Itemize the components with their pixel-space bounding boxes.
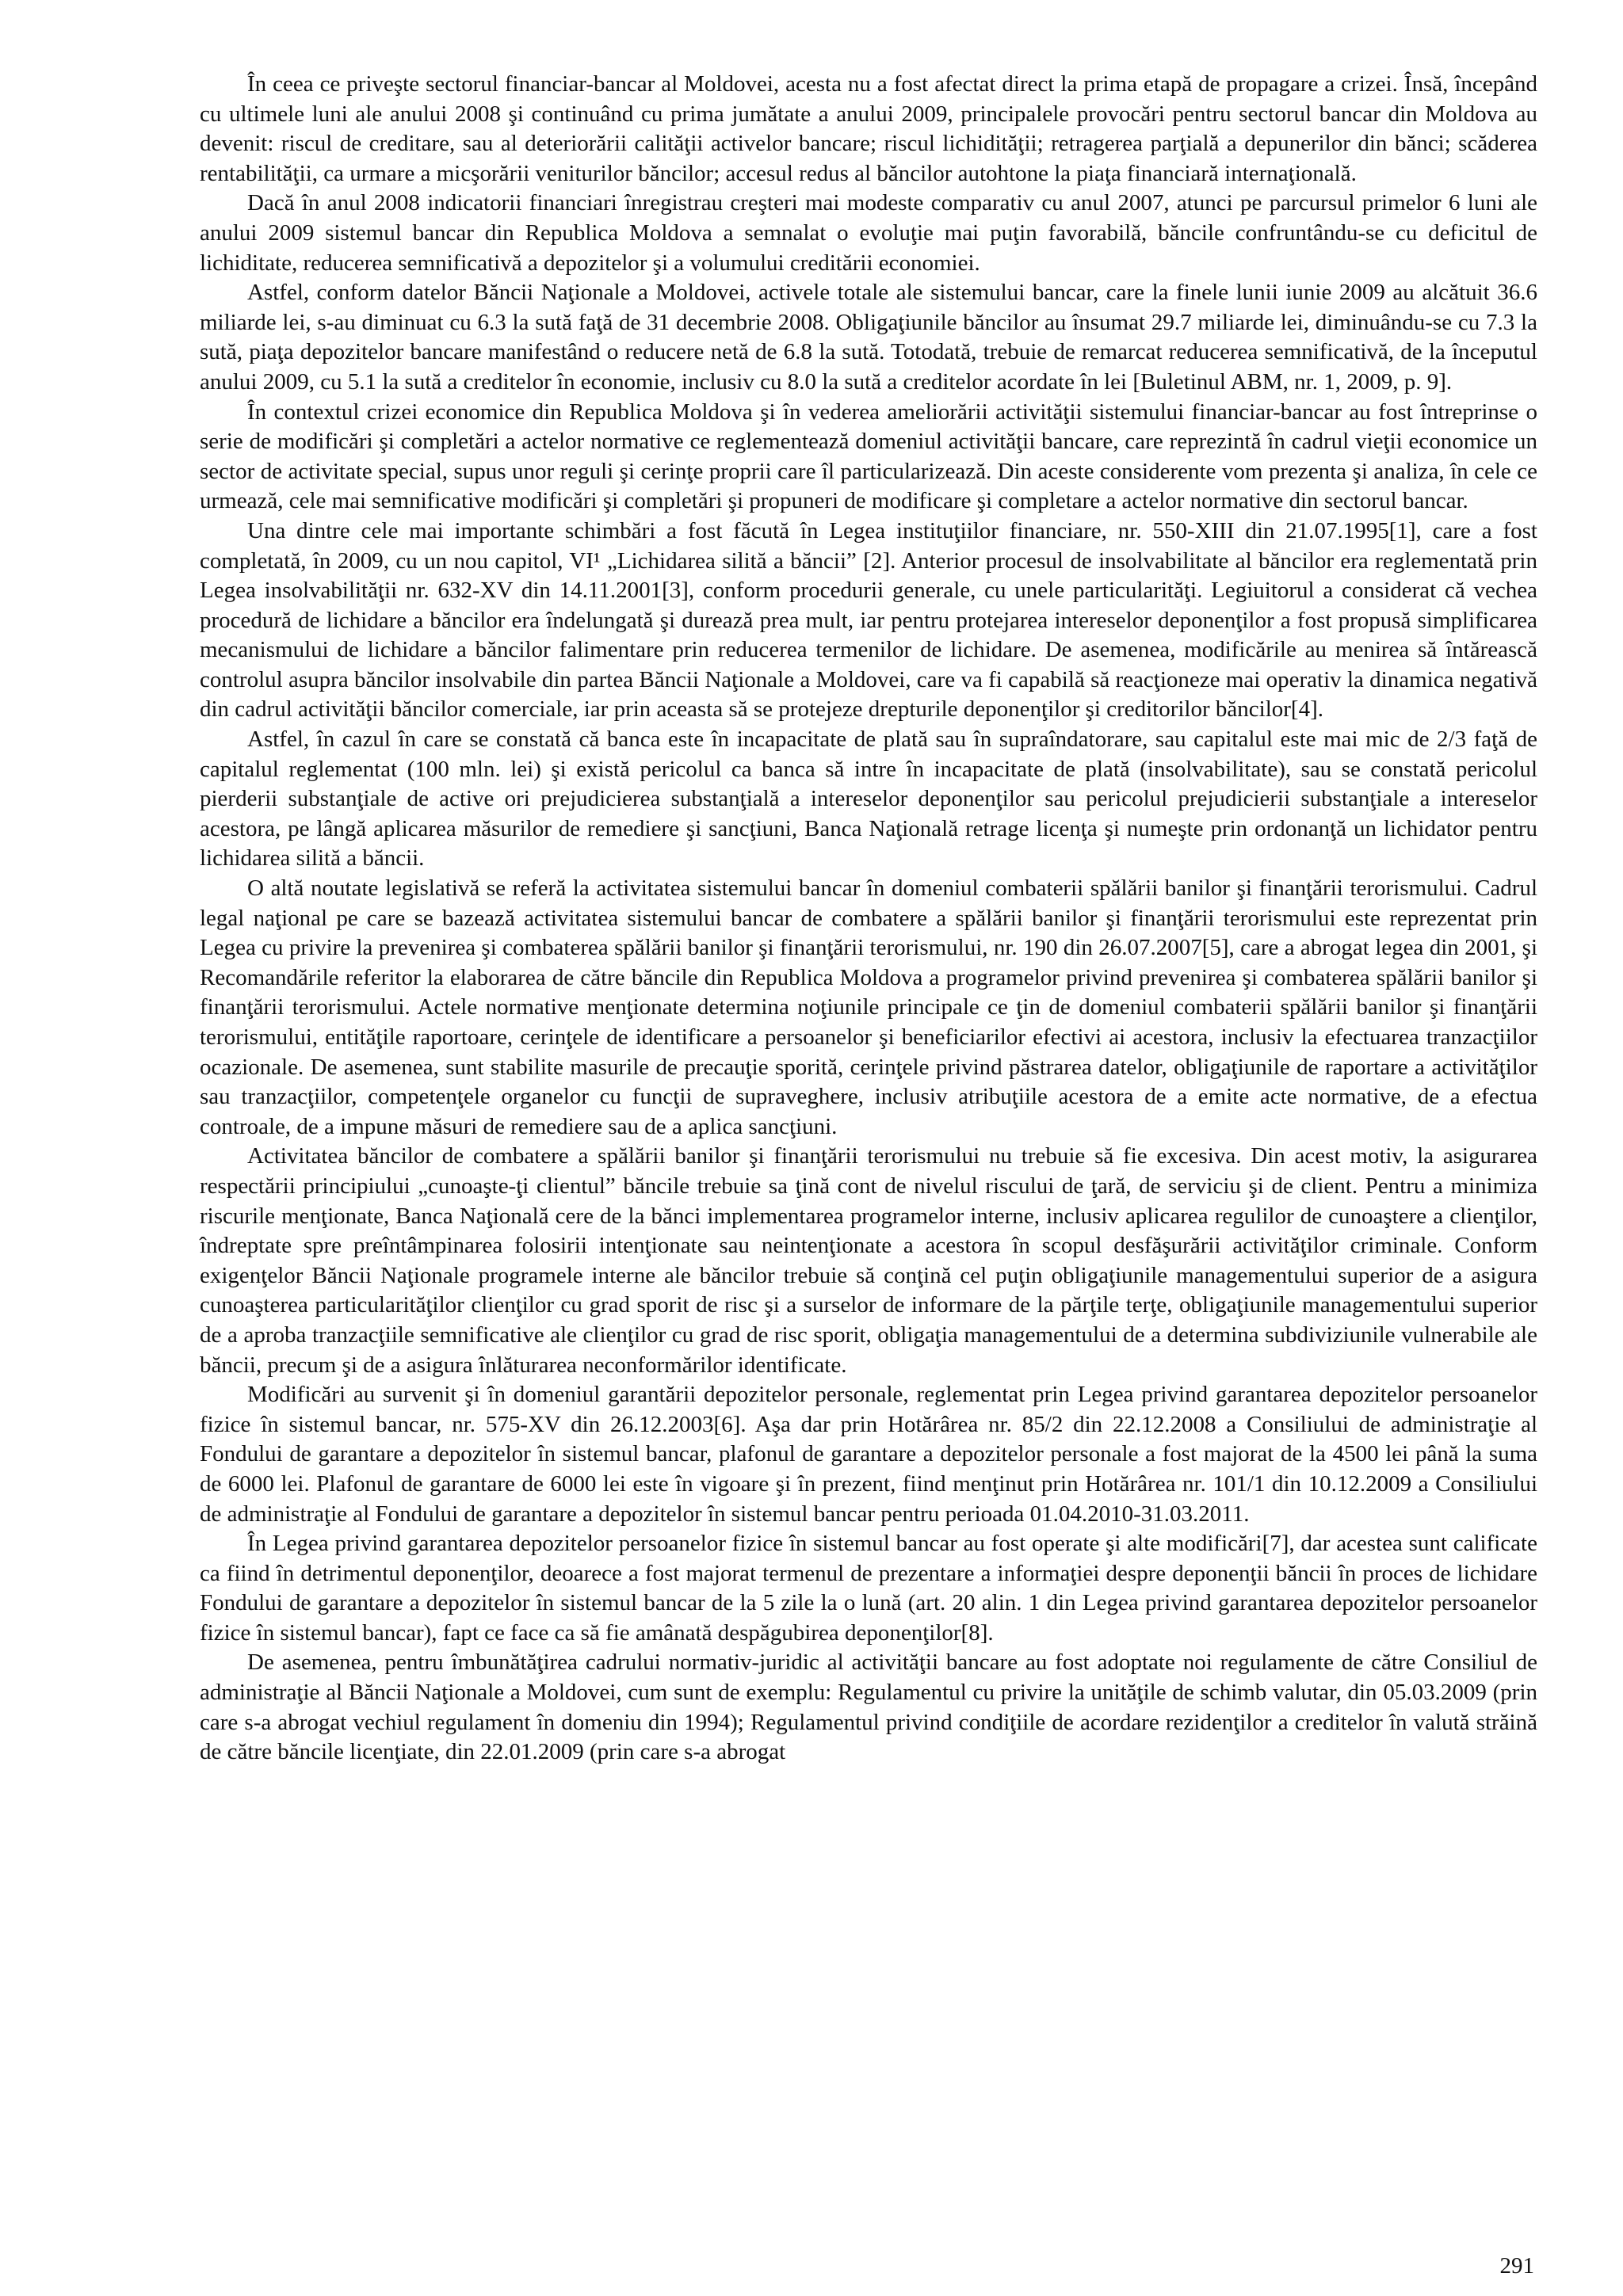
paragraph-3: Astfel, conform datelor Băncii Naţionale a Moldovei, activele totale ale sistemului bancar, care la finele lunii iunie 2009 au alcătuit 36.6 miliarde lei, s-au diminuat cu 6.3 la sută faţă de 31 decembrie 2008. Obligaţiunile băncilor au însumat 29.7 miliarde lei, diminuându-se cu 7.3 la sută, piaţa depozitelor bancare manifestând o reducere netă de 6.8 la sută. Totodată, trebuie de remarcat reducerea semnificativă, de la începutul anului 2009, cu 5.1 la sută a creditelor în economie, inclusiv cu 8.0 la sută a creditelor acordate în lei [Buletinul ABM, nr. 1, 2009, p. 9].: [200, 280, 1537, 395]
paragraph-2: Dacă în anul 2008 indicatorii financiari înregistrau creşteri mai modeste comparativ cu anul 2007, atunci pe parcursul primelor 6 luni ale anului 2009 sistemul bancar din Republica Moldova a semnalat o evoluţie mai puţin favorabilă, băncile confruntându-se cu deficitul de lichiditate, reducerea semnificativă a depozitelor şi a volumului creditării economiei.: [200, 190, 1537, 276]
paragraph-6: Astfel, în cazul în care se constată că banca este în incapacitate de plată sau în supraîndatorare, sau capitalul este mai mic de 2/3 faţă de capitalul reglementat (100 mln. lei) şi există pericolul ca banca să intre în incapacitate de plată (insolvabilitate), sau se constată pericolul pierderii substanţiale de active ori prejudicierea substanţială a intereselor deponenţilor sau pericolul prejudicierii substanţiale a intereselor acestora, pe lângă aplicarea măsurilor de remediere şi sancţiuni, Banca Naţională retrage licenţa şi numeşte prin ordonanţă un lichidator pentru lichidarea silită a băncii.: [200, 727, 1537, 871]
page-number: 291: [1499, 2253, 1534, 2279]
paragraph-5: Una dintre cele mai importante schimbări a fost făcută în Legea instituţiilor financiare, nr. 550-XIII din 21.07.1995[1], care a fost completată, în 2009, cu un nou capitol, VI¹ „Lichidarea silită a băncii” [2]. Anterior procesul de insolvabilitate al băncilor era reglementată prin Legea insolvabilităţii nr. 632-XV din 14.11.2001[3], conform procedurii generale, cu unele particularităţi. Legiuitorul a considerat că vechea procedură de lichidare a băncilor era îndelungată şi durează prea mult, iar pentru protejarea intereselor deponenţilor a fost propusă simplificarea mecanismului de lichidare a băncilor falimentare prin reducerea termenilor de lichidare. De asemenea, modificările au menirea să întărească controlul asupra băncilor insolvabile din partea Băncii Naţionale a Moldovei, care va fi capabilă să reacţioneze mai operativ la dinamica negativă din cadrul activităţii băncilor comerciale, iar prin aceasta să se protejeze drepturile deponenţilor şi creditorilor băncilor[4].: [200, 517, 1537, 723]
paragraph-4: În contextul crizei economice din Republica Moldova şi în vederea ameliorării activităţii sistemului financiar-bancar au fost întreprinse o serie de modificări şi completări a actelor normative ce reglementează domeniul activităţii bancare, care reprezintă în cadrul vieţii economice un sector de activitate special, supus unor reguli şi cerinţe proprii care îl particularizează. Din aceste considerente vom prezenta şi analiza, în cele ce urmează, cele mai semnificative modificări şi completări şi propuneri de modificare şi completare a actelor normative din sectorul bancar.: [200, 399, 1537, 514]
paragraph-1: În ceea ce priveşte sectorul financiar-bancar al Moldovei, acesta nu a fost afectat direct la prima etapă de propagare a crizei. Însă, începând cu ultimele luni ale anului 2008 şi continuând cu prima jumătate a anului 2009, principalele provocări pentru sectorul bancar din Moldova au devenit: riscul de creditare, sau al deteriorării calităţii activelor bancare; riscul lichidităţii; retragerea parţială a depunerilor din bănci; scăderea rentabilităţii, ca urmare a micşorării veniturilor băncilor; accesul redus al băncilor autohtone la piaţa financiară internaţională.: [200, 71, 1537, 186]
paragraph-11: De asemenea, pentru îmbunătăţirea cadrului normativ-juridic al activităţii bancare au fost adoptate noi regulamente de către Consiliul de administraţie al Băncii Naţionale a Moldovei, cum sunt de exemplu: Regulamentul cu privire la unităţile de schimb valutar, din 05.03.2009 (prin care s-a abrogat vechiul regulament în domeniu din 1994); Regulamentul privind condiţiile de acordare rezidenţilor a creditelor în valută străină de către băncile licenţiate, din 22.01.2009 (prin care s-a abrogat: [200, 1650, 1537, 1765]
paragraph-7: O altă noutate legislativă se referă la activitatea sistemului bancar în domeniul combaterii spălării banilor şi finanţării terorismului. Cadrul legal naţional pe care se bazează activitatea sistemului bancar de combatere a spălării banilor şi finanţării terorismului este reprezentat prin Legea cu privire la prevenirea şi combaterea spălării banilor şi finanţării terorismului, nr. 190 din 26.07.2007[5], care a abrogat legea din 2001, şi Recomandările referitor la elaborarea de către băncile din Republica Moldova a programelor privind prevenirea şi combaterea spălării banilor şi finanţării terorismului. Actele normative menţionate determina noţiunile principale ce ţin de domeniul combaterii spălării banilor şi finanţării terorismului, entităţile raportoare, cerinţele de identificare a persoanelor şi beneficiarilor efectivi ai acestora, inclusiv la efectuarea tranzacţiilor ocazionale. De asemenea, sunt stabilite masurile de precauţie sporită, cerinţele privind păstrarea datelor, obligaţiunile de raportare a activităţilor sau tranzacţiilor, competenţele organelor cu funcţii de supraveghere, inclusiv atribuţiile acestora de a emite acte normative, de a efectua controale, de a impune măsuri de remediere sau de a aplica sancţiuni.: [200, 875, 1537, 1139]
paragraph-10: În Legea privind garantarea depozitelor persoanelor fizice în sistemul bancar au fost operate şi alte modificări[7], dar acestea sunt calificate ca fiind în detrimentul deponenţilor, deoarece a fost majorat termenul de prezentare a informaţiei despre deponenţii băncii în proces de lichidare Fondului de garantare a depozitelor în sistemul bancar de la 5 zile la o lună (art. 20 alin. 1 din Legea privind garantarea depozitelor persoanelor fizice în sistemul bancar), fapt ce face ca să fie amânată despăgubirea deponenţilor[8].: [200, 1531, 1537, 1646]
paragraph-9: Modificări au survenit şi în domeniul garantării depozitelor personale, reglementat prin Legea privind garantarea depozitelor persoanelor fizice în sistemul bancar, nr. 575-XV din 26.12.2003[6]. Aşa dar prin Hotărârea nr. 85/2 din 22.12.2008 a Consiliului de administraţie al Fondului de garantare a depozitelor în sistemul bancar, plafonul de garantare a depozitelor personale a fost majorat de la 4500 lei până la suma de 6000 lei. Plafonul de garantare de 6000 lei este în vigoare şi în prezent, fiind menţinut prin Hotărârea nr. 101/1 din 10.12.2009 a Consiliului de administraţie al Fondului de garantare a depozitelor în sistemul bancar pentru perioada 01.04.2010-31.03.2011.: [200, 1382, 1537, 1527]
paragraph-8: Activitatea băncilor de combatere a spălării banilor şi finanţării terorismului nu trebuie să fie excesiva. Din acest motiv, la asigurarea respectării principiului „cunoaşte-ţi clientul” băncile trebuie sa ţină cont de nivelul riscului de ţară, de serviciu şi de client. Pentru a minimiza riscurile menţionate, Banca Naţională cere de la bănci implementarea programelor interne, inclusiv aplicarea regulilor de cunoaştere a clienţilor, îndreptate spre preîntâmpinarea folosirii intenţionate sau neintenţionate a acestora în scopul desfăşurării activităţilor criminale. Conform exigenţelor Băncii Naţionale programele interne ale băncilor trebuie să conţină cel puţin obligaţiunile managementului superior de a asigura cunoaşterea particularităţilor clienţilor cu grad sporit de risc şi a surselor de informare de la părţile terţe, obligaţiunile managementului superior de a aproba tranzacţiile semnificative ale clienţilor cu grad de risc sporit, obligaţia managementului de a determina subdiviziunile vulnerabile ale băncii, precum şi de a asigura înlăturarea neconformărilor identificate.: [200, 1143, 1537, 1378]
